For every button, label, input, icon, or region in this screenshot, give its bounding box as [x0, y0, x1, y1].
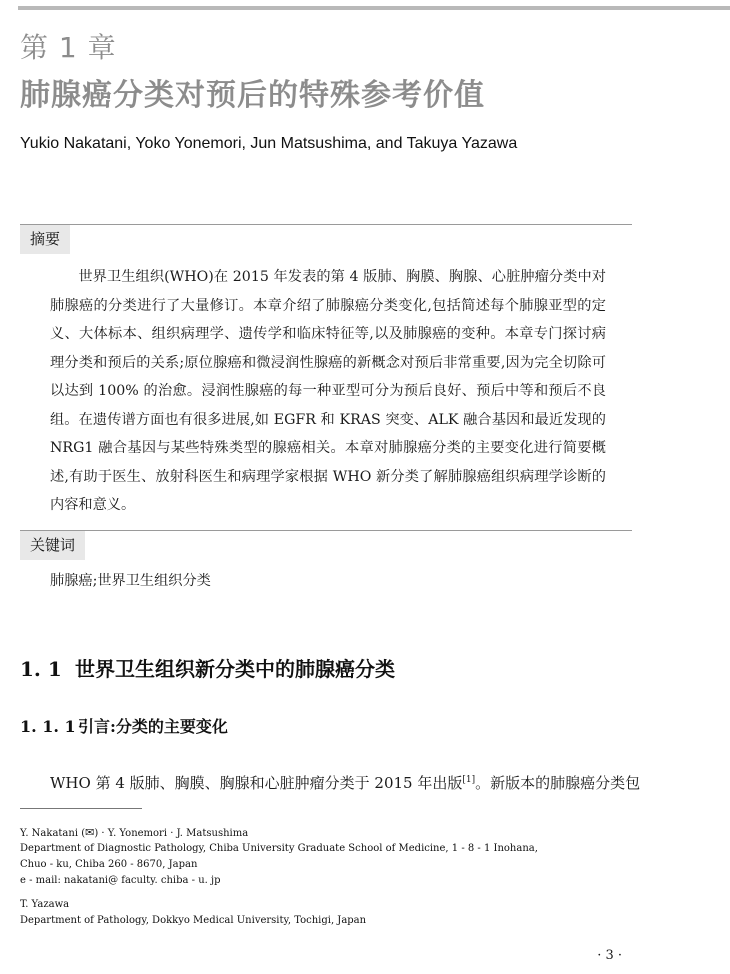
- body-paragraph: [50, 772, 640, 793]
- keywords-label: 关键词: [20, 531, 85, 560]
- footnote-line-5: T. Yazawa: [20, 899, 70, 910]
- footnote-line-1: [20, 825, 248, 842]
- footnote-author-b: ) · Y. Yonemori · J. Matsushima: [94, 828, 249, 839]
- top-rule: [18, 6, 730, 10]
- section-title: 世界卫生组织新分类中的肺腺癌分类: [75, 657, 395, 681]
- subsection-heading: [20, 714, 228, 737]
- page-number: · 3 ·: [597, 948, 622, 963]
- footnote-author-a: Y. Nakatani (: [20, 828, 86, 839]
- body-text-a: WHO 第 4 版肺、胸膜、胸腺和心脏肿瘤分类于 2015 年出版: [50, 774, 463, 792]
- footnote-line-6: Department of Pathology, Dokkyo Medical University, Tochigi, Japan: [20, 915, 367, 926]
- body-text-b: 。新版本的肺腺癌分类包: [475, 774, 641, 792]
- footnote-rule: [20, 808, 142, 809]
- envelope-icon: ✉: [85, 826, 95, 839]
- footnote-email[interactable]: e - mail: nakatani@ faculty. chiba - u. jp: [20, 875, 221, 886]
- footnote-line-3: Chuo - ku, Chiba 260 - 8670, Japan: [20, 859, 198, 870]
- chapter-number: 第 1 章: [20, 31, 117, 64]
- abstract-label: 摘要: [20, 225, 70, 254]
- chapter-title: 肺腺癌分类对预后的特殊参考价值: [20, 78, 485, 113]
- chapter-authors: Yukio Nakatani, Yoko Yonemori, Jun Matsushima, and Takuya Yazawa: [20, 135, 518, 152]
- keywords-text: 肺腺癌;世界卫生组织分类: [50, 573, 211, 589]
- abstract-body: [50, 263, 606, 520]
- section-number: 1. 1: [20, 657, 62, 681]
- citation-ref[interactable]: [1]: [462, 775, 476, 785]
- keywords-rule: [20, 530, 632, 531]
- section-heading: [20, 653, 395, 682]
- subsection-number: 1. 1. 1: [20, 717, 76, 736]
- footnote-line-2: Department of Diagnostic Pathology, Chiba University Graduate School of Medicine, 1 - 8 - 1 Inohana,: [20, 843, 538, 854]
- subsection-title: 引言:分类的主要变化: [78, 717, 228, 736]
- abstract-paragraph: 世界卫生组织(WHO)在 2015 年发表的第 4 版肺、胸膜、胸腺、心脏肿瘤分类中对肺腺癌的分类进行了大量修订。本章介绍了肺腺癌分类变化,包括简述每个肺腺亚型的定义、大体标本、组织病理学、遗传学和临床特征等,以及肺腺癌的变种。本章专门探讨病理分类和预后的关系;原位腺癌和微浸润性腺癌的新概念对预后非常重要,因为完全切除可以达到 100% 的治愈。浸润性腺癌的每一种亚型可分为预后良好、预后中等和预后不良组。在遗传谱方面也有很多进展,如 EGFR 和 KRAS 突变、ALK 融合基因和最近发现的 NRG1 融合基因与某些特殊类型的腺癌相关。本章对肺腺癌分类的主要变化进行简要概述,有助于医生、放射科医生和病理学家根据 WHO 新分类了解肺腺癌组织病理学诊断的内容和意义。: [50, 269, 606, 513]
- abstract-rule: [20, 224, 632, 225]
